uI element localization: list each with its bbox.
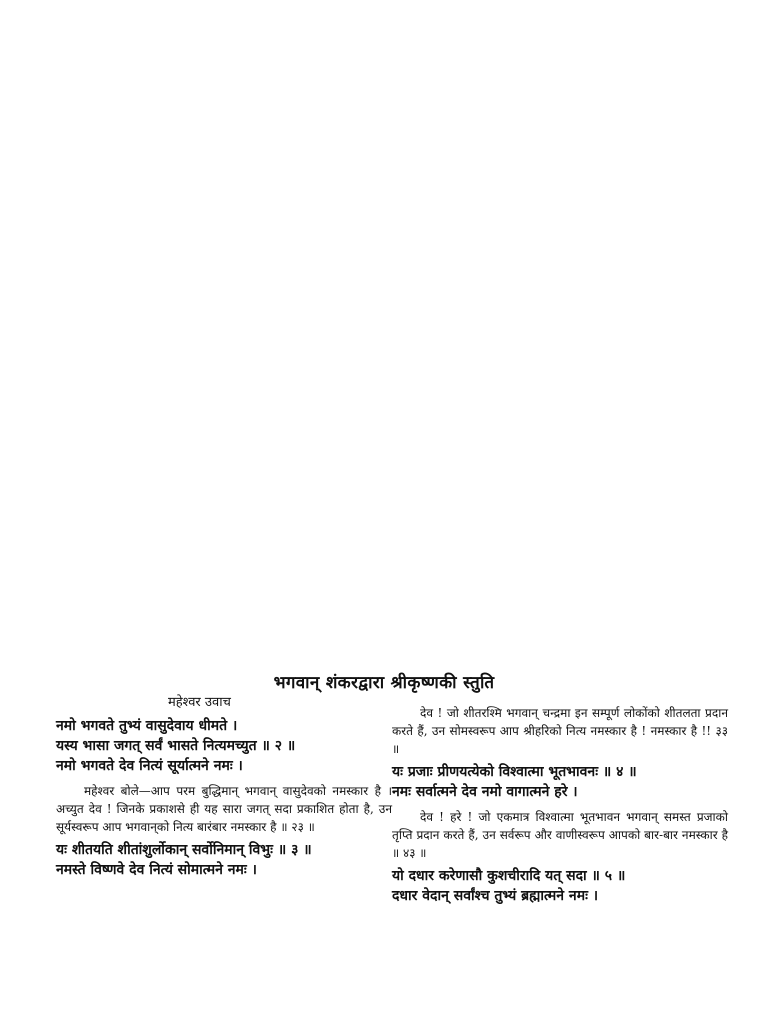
translation-paragraph: महेश्वर बोले—आप परम बुद्धिमान् भगवान् वासुदेवको नमस्कार है । अच्युत देव ! जिनके प्रकाशसे ही यह सारा जगत् सदा प्रकाशित होता है, उन सूर्यस्वरूप आप भगवान्‌को नित्य बारंबार नमस्कार है ॥ २३ ॥ [56,784,392,834]
translation-paragraph: देव ! हरे ! जो एकमात्र विश्वात्मा भूतभावन भगवान् समस्त प्रजाको तृप्ति प्रदान करते हैं, उन सर्वरूप और वाणीस्वरूप आपको बार-बार नमस्कार है ॥ ४३ ॥ [392,810,728,860]
speaker-label: महेश्वर उवाच [168,695,231,710]
page-title: भगवान् शंकरद्वारा श्रीकृष्णकी स्तुति [273,673,495,693]
verse-line: यो दधार करेणासौ कुशचीरादि यत् सदा ॥ ५ ॥ [392,868,626,884]
verse-block [392,866,728,906]
verse-line: यः प्रजाः प्रीणयत्येको विश्वात्मा भूतभावनः ॥ ४ ॥ [392,764,637,780]
left-column [56,694,392,886]
verse-line: नमो भगवते तुभ्यं वासुदेवाय धीमते । [56,718,238,734]
verse-line: यः शीतयति शीतांशुर्लोकान् सर्वोनिमान् विभुः ॥ ३ ॥ [56,842,312,858]
verse-line: दधार वेदान् सर्वांश्च तुभ्यं ब्रह्मात्मने नमः । [392,888,599,904]
verse-line: नमस्ते विष्णवे देव नित्यं सोमात्मने नमः । [56,862,257,878]
verse-block [56,840,392,880]
verse-block [56,716,392,776]
verse-line: नमो भगवते देव नित्यं सूर्यात्मने नमः । [56,758,243,774]
verse-line: यस्य भासा जगत् सर्वं भासते नित्यमच्युत ॥ २ ॥ [56,738,296,754]
translation-paragraph: देव ! जो शीतरश्मि भगवान् चन्द्रमा इन सम्पूर्ण लोकोंको शीतलता प्रदान करते हैं, उन सोमस्वरूप आप श्रीहरिको नित्य नमस्कार है ! नमस्कार है !! ३३ ॥ [392,706,728,756]
right-column [392,694,728,912]
verse-block [392,762,728,802]
verse-line: नमः सर्वात्मने देव नमो वागात्मने हरे । [392,784,578,800]
